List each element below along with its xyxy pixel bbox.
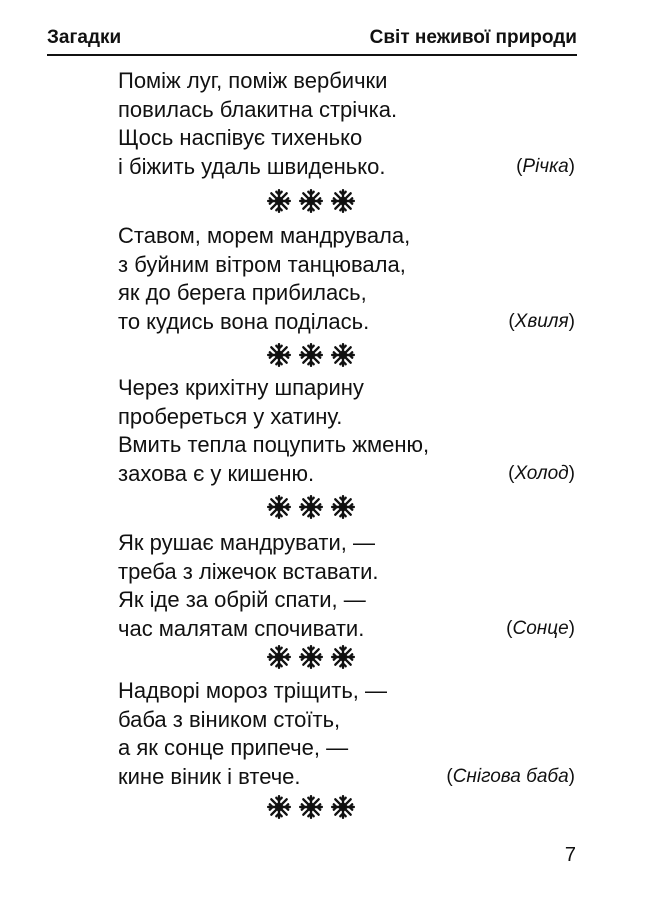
riddle-line: Поміж луг, поміж вербички: [118, 68, 388, 93]
riddle-line: Як рушає мандрувати, —: [118, 530, 375, 555]
section-title: Загадки: [47, 27, 122, 48]
snowflake-divider: [266, 494, 356, 520]
snowflake-icon: [266, 342, 292, 368]
riddle-answer-text: Холод: [514, 462, 569, 484]
snowflake-icon: [266, 188, 292, 214]
snowflake-icon: [330, 644, 356, 670]
riddle-5: [118, 677, 575, 791]
riddle-line-text: захова є у кишеню.: [118, 460, 315, 486]
riddle-answer: (Снігова баба): [446, 765, 575, 787]
riddle-line: повилась блакитна стрічка.: [118, 96, 398, 122]
snowflake-icon: [298, 644, 324, 670]
page-header: [47, 18, 577, 56]
riddle-line: баба з віником стоїть,: [118, 706, 341, 732]
riddle-line: з буйним вітром танцювала,: [118, 251, 406, 277]
riddle-line: Як іде за обрій спати, —: [118, 587, 366, 612]
riddle-line: [118, 763, 575, 792]
riddle-line: як до берега прибилась,: [118, 280, 367, 305]
riddle-line: треба з ліжечок вставати.: [118, 558, 379, 584]
snowflake-icon: [266, 494, 292, 520]
riddle-answer: (Хвиля): [508, 310, 575, 332]
snowflake-icon: [298, 794, 324, 820]
riddle-line: Через крихітну шпарину: [118, 375, 364, 400]
riddle-line: а як сонце припече, —: [118, 735, 349, 760]
riddle-line: Вмить тепла поцупить жменю,: [118, 432, 430, 457]
riddle-1: [118, 67, 575, 181]
snowflake-icon: [330, 188, 356, 214]
snowflake-divider: [266, 342, 356, 368]
riddle-line: пробереться у хатину.: [118, 403, 343, 429]
riddle-line: [118, 308, 575, 337]
riddle-line-text: час малятам спочивати.: [118, 615, 365, 641]
riddle-answer-text: Річка: [522, 155, 569, 177]
riddle-answer-text: Снігова баба: [452, 765, 569, 787]
riddle-3: [118, 374, 575, 488]
chapter-title: Світ неживої природи: [369, 27, 577, 48]
riddle-answer: (Холод): [508, 462, 575, 484]
riddle-2: [118, 222, 575, 336]
riddle-line: [118, 615, 575, 644]
riddle-line: [118, 460, 575, 489]
snowflake-icon: [298, 342, 324, 368]
riddle-line-text: кине віник і втече.: [118, 763, 301, 789]
riddle-answer: (Сонце): [506, 617, 575, 639]
snowflake-icon: [298, 188, 324, 214]
riddle-4: [118, 529, 575, 643]
snowflake-divider: [266, 794, 356, 820]
riddle-line-text: і біжить удаль швиденько.: [118, 153, 386, 179]
riddle-line: Щось наспівує тихенько: [118, 125, 363, 150]
snowflake-divider: [266, 644, 356, 670]
riddle-line: [118, 153, 575, 182]
snowflake-icon: [298, 494, 324, 520]
snowflake-divider: [266, 188, 356, 214]
page-number: 7: [564, 844, 576, 866]
riddle-answer: (Річка): [516, 155, 575, 177]
snowflake-icon: [330, 494, 356, 520]
riddle-answer-text: Сонце: [512, 617, 569, 639]
snowflake-icon: [330, 342, 356, 368]
snowflake-icon: [266, 644, 292, 670]
riddle-answer-text: Хвиля: [514, 310, 569, 332]
riddle-line-text: то кудись вона поділась.: [118, 308, 370, 334]
snowflake-icon: [330, 794, 356, 820]
riddle-line: Ставом, морем мандрувала,: [118, 223, 411, 248]
riddle-line: Надворі мороз тріщить, —: [118, 678, 388, 703]
snowflake-icon: [266, 794, 292, 820]
